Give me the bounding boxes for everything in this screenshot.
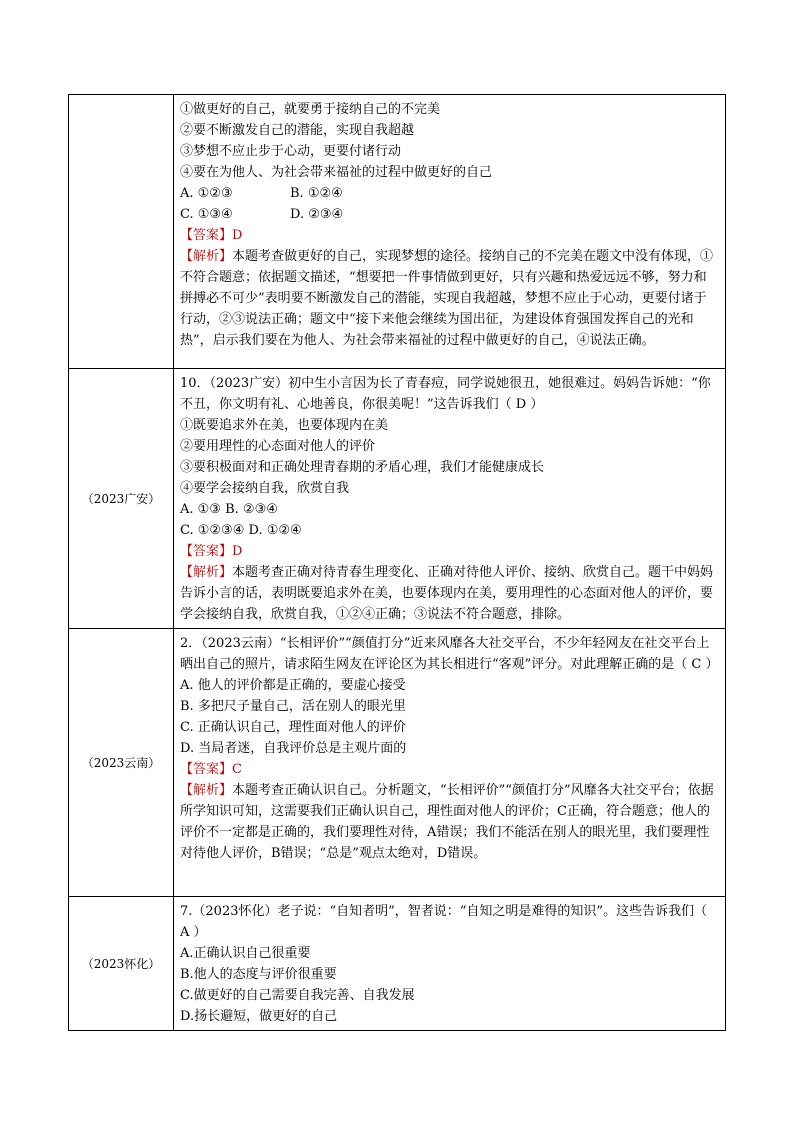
answer-value: D: [232, 544, 243, 559]
analysis-paragraph: [180, 246, 719, 351]
source-label: （2023怀化）: [69, 897, 174, 1031]
option-a: A. ①②③: [180, 186, 233, 201]
source-label: （2023云南）: [69, 629, 174, 897]
question-stem: 2．（2023云南）“长相评价”“颜值打分”近来风靡各大社交平台，不少年轻网友在社交平台上晒出自己的照片，请求陌生网友在评论区为其长相进行“客观”评分。对此理解正确的是（ C ）: [180, 636, 719, 672]
options-row-2: [180, 204, 719, 225]
option-c: C. ①③④: [180, 207, 233, 222]
table-row: [69, 369, 726, 629]
statement-1: ①既要追求外在美，也要体现内在美: [180, 418, 389, 433]
question-content: [174, 95, 726, 369]
option-c: C.做更好的自己需要自我完善、自我发展: [180, 988, 415, 1003]
option-b: B. 多把尺子量自己，活在别人的眼光里: [180, 699, 406, 714]
answer-line: [180, 541, 719, 562]
analysis-paragraph: [180, 780, 719, 864]
options-row-1: [180, 183, 719, 204]
question-stem: 10．（2023广安）初中生小言因为长了青春痘，同学说她很丑，她很难过。妈妈告诉她：“你不丑，你文明有礼、心地善良，你很美呢！”这告诉我们（ D ）: [180, 376, 711, 412]
answer-tag: 【答案】: [180, 762, 233, 777]
analysis-text: 本题考查正确对待青春生理变化、正确对待他人评价、接纳、欣赏自己。题干中妈妈告诉小言的话，表明既要追求外在美，也要体现内在美，要用理性的心态面对他人的评价，要学会接纳自我，欣赏自我，①②④正确；③说法不符合题意，排除。: [180, 565, 714, 622]
answer-value: D: [232, 228, 243, 243]
answer-line: [180, 225, 719, 246]
answer-line: [180, 759, 719, 780]
analysis-tag: 【解析】: [180, 783, 233, 798]
option-b: B. ①②④: [290, 186, 343, 201]
statement-2: ②要不断激发自己的潜能，实现自我超越: [180, 123, 415, 138]
answer-value: C: [232, 762, 242, 777]
answer-tag: 【答案】: [180, 544, 233, 559]
options-row-1: A. ①③ B. ②③④: [180, 502, 278, 517]
question-content: [174, 369, 726, 629]
option-b: B.他人的态度与评价很重要: [180, 967, 337, 982]
question-content: [174, 897, 726, 1031]
statement-1: ①做更好的自己，就要勇于接纳自己的不完美: [180, 102, 441, 117]
table-row: [69, 897, 726, 1031]
question-table: [68, 94, 726, 1031]
option-d: D. ②③④: [290, 207, 344, 222]
option-c: C. 正确认识自己，理性面对他人的评价: [180, 720, 406, 735]
analysis-paragraph: [180, 562, 719, 625]
option-a: A.正确认识自己很重要: [180, 946, 311, 961]
options-row-2: C. ①②③④ D. ①②④: [180, 523, 302, 538]
question-stem: 7.（2023怀化）老子说：“自知者明”，智者说：“自知之明是难得的知识”。这些告诉我们（ A ）: [180, 904, 708, 940]
analysis-text: 本题考查正确认识自己。分析题文，“长相评价”“颜值打分”风靡各大社交平台；依据所学知识可知，这需要我们正确认识自己，理性面对他人的评价；C正确，符合题意；他人的评价不一定都是正确的，我们要理性对待，A错误；我们不能活在别人的眼光里，我们要理性对待他人评价，B错误；“总是”观点太绝对，D错误。: [180, 783, 714, 861]
statement-4: ④要学会接纳自我，欣赏自我: [180, 481, 350, 496]
source-label: [69, 95, 174, 369]
option-a: A. 他人的评价都是正确的，要虚心接受: [180, 678, 406, 693]
statement-2: ②要用理性的心态面对他人的评价: [180, 439, 376, 454]
source-label: （2023广安）: [69, 369, 174, 629]
statement-4: ④要在为他人、为社会带来福祉的过程中做更好的自己: [180, 165, 493, 180]
analysis-tag: 【解析】: [180, 249, 233, 264]
analysis-tag: 【解析】: [180, 565, 233, 580]
statement-3: ③梦想不应止步于心动，更要付诸行动: [180, 144, 402, 159]
option-d: D.扬长避短，做更好的自己: [180, 1009, 338, 1024]
table-row: [69, 95, 726, 369]
answer-tag: 【答案】: [180, 228, 233, 243]
option-d: D. 当局者迷，自我评价总是主观片面的: [180, 741, 407, 756]
statement-3: ③要积极面对和正确处理青春期的矛盾心理，我们才能健康成长: [180, 460, 545, 475]
table-row: [69, 629, 726, 897]
analysis-text: 本题考查做更好的自己，实现梦想的途径。接纳自己的不完美在题文中没有体现，①不符合题意；依据题文描述，“想要把一件事情做到更好，只有兴趣和热爱远远不够，努力和拼搏必不可少”表明要不断激发自己的潜能，实现自我超越，梦想不应止于心动，更要付诸于行动，②③说法正确；题文中“接下来他会继续为国出征，为建设体育强国发挥自己的光和热”，启示我们要在为他人、为社会带来福祉的过程中做更好的自己，④说法正确。: [180, 249, 714, 348]
question-content: [174, 629, 726, 897]
